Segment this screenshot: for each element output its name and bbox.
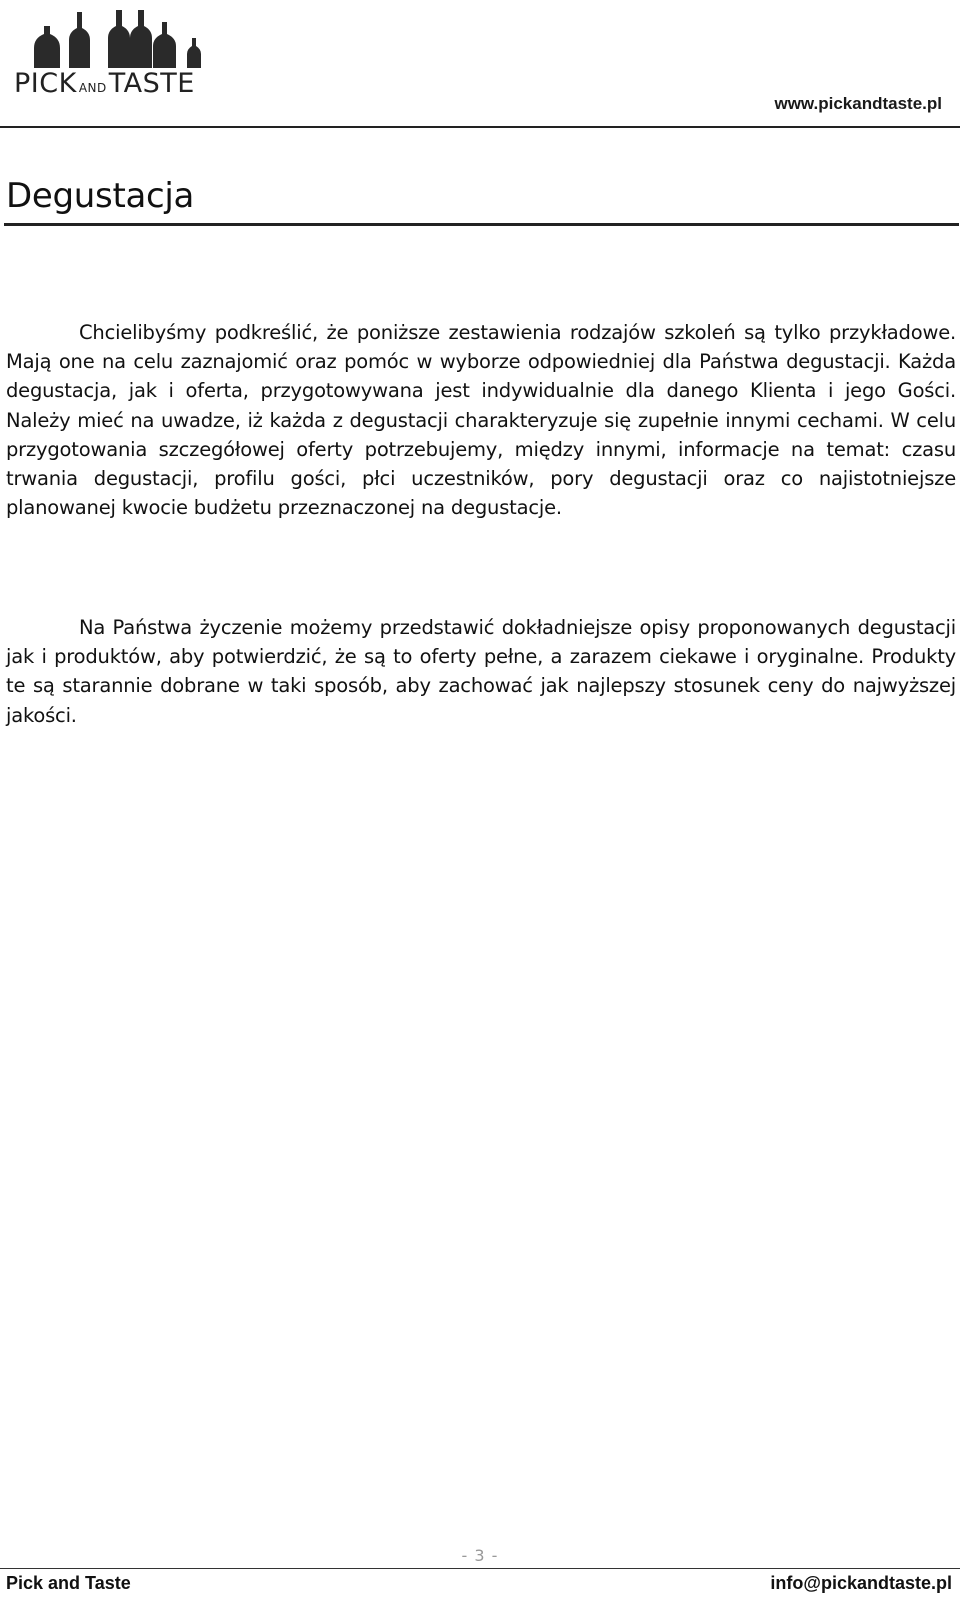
paragraph-offer: Na Państwa życzenie możemy przedstawić dokładniejsze opisy proponowanych degustacji jak i produktów, aby potwierdzić, że są to oferty pełne, a zarazem ciekawe i oryginalne. Produkty te są starannie dobrane w taki sposób, aby zachować jak najlepszy stosunek ceny do najwyższej jakości. — [6, 616, 956, 727]
footer-company-name: Pick and Taste — [6, 1573, 131, 1593]
logo-word-and: AND — [78, 81, 107, 95]
footer-divider — [0, 1568, 960, 1569]
logo-wordmark — [14, 68, 214, 99]
header-divider — [0, 126, 960, 128]
paragraph-intro: Chcielibyśmy podkreślić, że poniższe zestawienia rodzajów szkoleń są tylko przykładowe. Mają one na celu zaznajomić oraz pomóc w wyborze odpowiedniej dla Państwa degustacji. Każda degustacja, jak i oferta, przygotowywana jest indywidualnie dla danego Klienta i jego Gości. Należy mieć na uwadze, iż każda z degustacji charakteryzuje się zupełnie innymi cechami. W celu przygotowania szczegółowej oferty potrzebujemy, między innymi, informacje na temat: czasu trwania degustacji, profilu gości, płci uczestników, pory degustacji oraz co najistotniejsze planowanej kwocie budżetu przeznaczonej na degustacje. — [6, 321, 956, 520]
header-website-url[interactable]: www.pickandtaste.pl — [774, 94, 942, 113]
company-logo — [12, 8, 212, 100]
page-title: Degustacja — [6, 176, 195, 216]
footer-email[interactable]: info@pickandtaste.pl — [770, 1573, 952, 1593]
logo-word-taste: TASTE — [108, 68, 195, 99]
page-number: - 3 - — [461, 1546, 499, 1565]
bottles-logo-icon — [12, 8, 212, 70]
logo-word-pick: PICK — [14, 68, 77, 99]
title-underline — [4, 223, 959, 226]
